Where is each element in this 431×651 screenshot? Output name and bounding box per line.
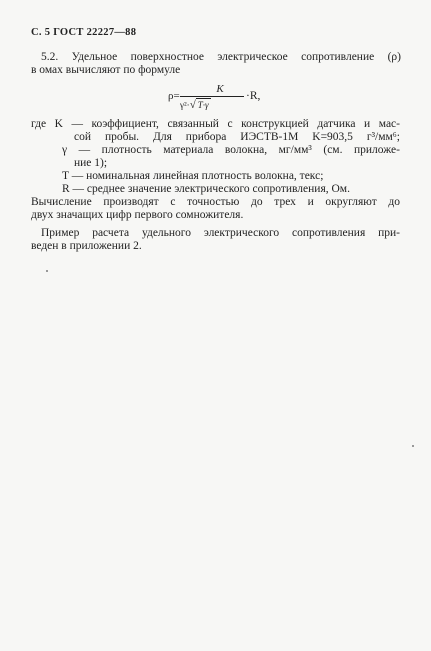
formula-numerator: K (216, 83, 224, 95)
example-line-2: веден в приложении 2. (31, 240, 142, 252)
definition-t: T — номинальная линейная плотность волокна, текс; (62, 170, 324, 182)
scan-speck (46, 270, 48, 272)
section-5-2-line-2: в омах вычисляют по формуле (31, 64, 181, 76)
scan-speck (412, 445, 414, 447)
definition-r: R — среднее значение электрического сопротивления, Ом. (62, 183, 350, 195)
formula-denominator (180, 98, 244, 111)
resistance-formula (168, 83, 268, 113)
example-line-1: Пример расчета удельного электрического сопротивления при- (41, 227, 400, 239)
section-5-2-line-1: 5.2. Удельное поверхностное электрическое сопротивление (ρ) (41, 51, 401, 63)
formula-fraction (180, 83, 244, 111)
definition-k-line-1: где K — коэффициент, связанный с конструкцией датчика и мас- (31, 118, 400, 130)
page-header: С. 5 ГОСТ 22227—88 (31, 27, 137, 38)
definition-k-line-2: сой пробы. Для прибора ИЭСТВ-1М K=903,5 г³/мм⁶; (74, 131, 400, 143)
formula-radicand: T·γ (197, 100, 209, 110)
formula-den-prefix: γ²· (180, 100, 190, 110)
definition-gamma-line-2: ние 1); (74, 157, 108, 169)
calc-line-1: Вычисление производят с точностью до трех и округляют до (31, 196, 400, 208)
sqrt-sign: √ (189, 99, 196, 111)
formula-lhs: ρ= (168, 90, 180, 102)
fraction-bar (180, 96, 244, 97)
definition-gamma-line-1: γ — плотность материала волокна, мг/мм³ (см. приложе- (62, 144, 400, 156)
calc-line-2: двух значащих цифр первого сомножителя. (31, 209, 244, 221)
formula-rhs: ·R, (246, 90, 261, 102)
